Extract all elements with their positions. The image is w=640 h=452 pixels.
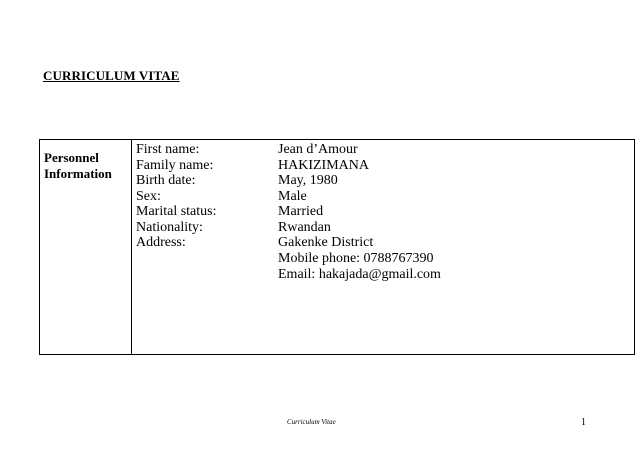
info-label: Sex: [136, 189, 161, 204]
info-value: Jean d’Amour [278, 142, 358, 157]
info-label: Birth date: [136, 173, 196, 188]
info-value: Male [278, 189, 307, 204]
info-label: Nationality: [136, 220, 203, 235]
footer-title: Curriculum Vitae [287, 418, 336, 426]
info-label: First name: [136, 142, 200, 157]
email-address: Email: hakajada@gmail.com [278, 267, 441, 282]
mobile-phone: Mobile phone: 0788767390 [278, 251, 434, 266]
info-label: Family name: [136, 158, 214, 173]
personal-info-table [39, 139, 635, 355]
section-label-line1: Personnel [44, 150, 99, 165]
info-value: Gakenke District [278, 235, 374, 250]
page-number: 1 [581, 417, 586, 428]
info-label: Address: [136, 235, 186, 250]
info-value: HAKIZIMANA [278, 158, 369, 173]
info-label: Marital status: [136, 204, 217, 219]
document-title: CURRICULUM VITAE [43, 68, 180, 83]
section-label-cell [40, 140, 132, 354]
info-value: May, 1980 [278, 173, 338, 188]
info-value: Married [278, 204, 324, 219]
section-content-cell [132, 140, 634, 354]
info-value: Rwandan [278, 220, 331, 235]
section-label-line2: Information [44, 166, 112, 181]
